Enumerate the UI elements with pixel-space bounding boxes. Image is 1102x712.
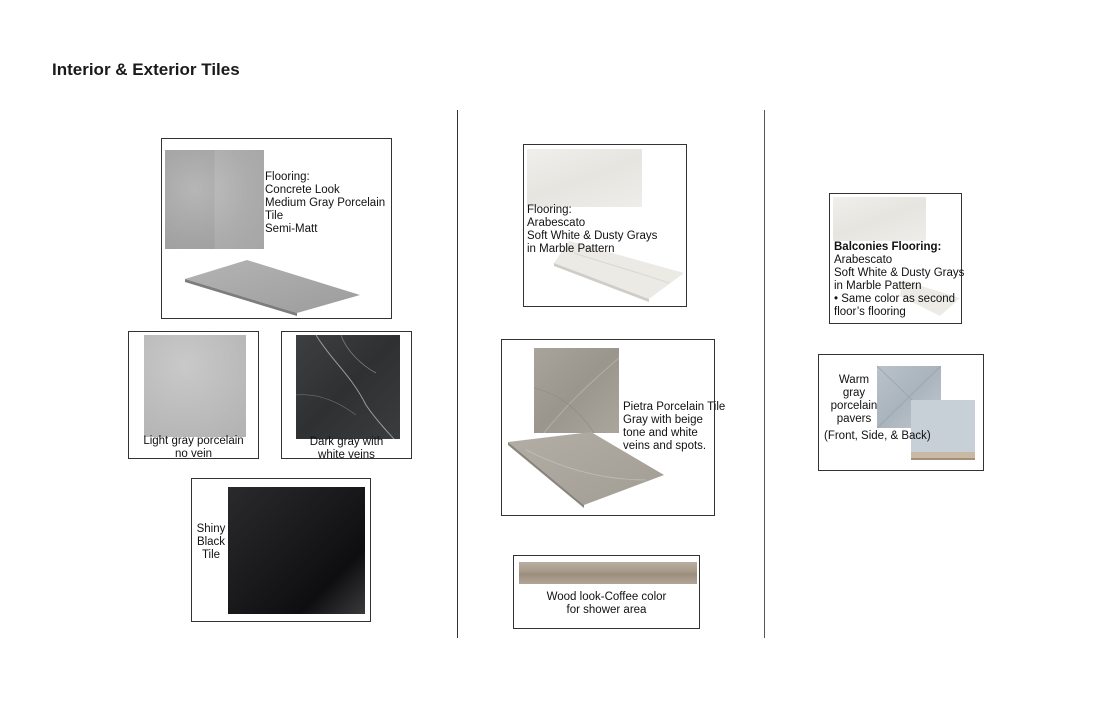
light-gray-label-line: no vein xyxy=(174,448,213,460)
concrete-label-line: Semi-Matt xyxy=(265,223,318,235)
arabescato-label-line: Soft White & Dusty Grays xyxy=(527,230,658,242)
pietra-label-line: veins and spots. xyxy=(623,440,707,452)
concrete-tile-swatch xyxy=(165,150,264,249)
pavers-tile-label xyxy=(822,374,886,426)
concrete-tile-slab-image xyxy=(182,257,367,317)
pietra-tile-label xyxy=(623,401,725,453)
wood-tile-swatch xyxy=(519,562,697,584)
shiny-black-tile-card xyxy=(191,478,371,622)
concrete-label-line: Flooring: xyxy=(265,171,310,183)
balconies-tile-swatch xyxy=(833,197,926,241)
pavers-label-line: pavers xyxy=(836,413,872,425)
balconies-label-line: in Marble Pattern xyxy=(834,280,922,292)
arabescato-tile-label xyxy=(527,204,657,256)
light-gray-tile-card xyxy=(128,331,259,459)
light-gray-label-line: Light gray porcelain xyxy=(143,435,244,447)
pavers-note: (Front, Side, & Back) xyxy=(824,430,931,442)
balconies-heading: Balconies Flooring: xyxy=(834,241,942,253)
pietra-label-line: tone and white xyxy=(623,427,698,439)
shiny-black-tile-swatch xyxy=(228,487,365,614)
shiny-black-label-line: Tile xyxy=(201,549,221,561)
pietra-label-line: Pietra Porcelain Tile xyxy=(623,401,726,413)
wood-label-line: for shower area xyxy=(566,604,647,616)
arabescato-label-line: Arabescato xyxy=(527,217,586,229)
arabescato-label-line: in Marble Pattern xyxy=(527,243,615,255)
light-gray-tile-swatch xyxy=(144,335,246,437)
dark-gray-label-line: Dark gray with xyxy=(309,436,384,448)
pietra-tile-swatch xyxy=(534,348,619,433)
column-divider-left xyxy=(457,110,458,638)
balconies-label-line: Soft White & Dusty Grays xyxy=(834,267,965,279)
pavers-label-line: porcelain xyxy=(830,400,878,412)
balconies-label-line: floor’s flooring xyxy=(834,306,906,318)
wood-tile-label xyxy=(514,591,699,617)
concrete-label-line: Tile xyxy=(265,210,284,222)
concrete-label-line: Concrete Look xyxy=(265,184,340,196)
arabescato-label-line: Flooring: xyxy=(527,204,572,216)
arabescato-tile-swatch xyxy=(527,149,642,207)
arabescato-tile-card xyxy=(523,144,687,307)
pavers-label-line: gray xyxy=(842,387,866,399)
page-title: Interior & Exterior Tiles xyxy=(52,60,240,79)
light-gray-tile-label xyxy=(129,435,258,461)
shiny-black-tile-label xyxy=(195,523,227,562)
dark-gray-tile-swatch xyxy=(296,335,400,439)
pavers-label-line: Warm xyxy=(838,374,870,386)
wood-tile-card xyxy=(513,555,700,629)
pietra-label-line: Gray with beige xyxy=(623,414,703,426)
wood-label-line: Wood look-Coffee color xyxy=(546,591,667,603)
pavers-tile-card xyxy=(818,354,984,471)
dark-gray-tile-label xyxy=(282,436,411,462)
concrete-tile-label xyxy=(265,171,385,236)
shiny-black-label-line: Black xyxy=(196,536,226,548)
balconies-label-line: • Same color as second xyxy=(834,293,956,305)
balconies-tile-label xyxy=(834,241,964,319)
dark-gray-tile-card xyxy=(281,331,412,459)
concrete-label-line: Medium Gray Porcelain xyxy=(265,197,386,209)
balconies-label-line: Arabescato xyxy=(834,254,893,266)
column-divider-right xyxy=(764,110,765,638)
concrete-tile-card xyxy=(161,138,392,319)
dark-gray-label-line: white veins xyxy=(318,449,375,461)
balconies-tile-card xyxy=(829,193,965,324)
pietra-tile-card xyxy=(501,339,726,516)
shiny-black-label-line: Shiny xyxy=(196,523,226,535)
